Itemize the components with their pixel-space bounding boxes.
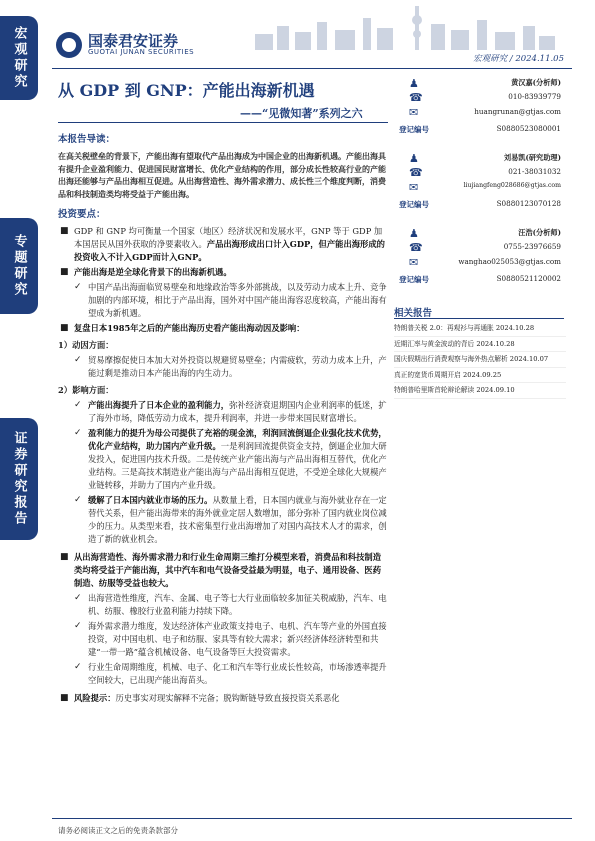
sub-bold: 盈利能力的提升为母公司提供了充裕的现金流，利润回流倒逼企业强化技术优势，优化产业结构，助力国内产业升级。: [88, 428, 387, 451]
phone-icon: ☎: [409, 241, 423, 254]
highlight-item: [58, 225, 388, 264]
footer-disclaimer: 请务必阅读正文之后的免责条款部分: [58, 826, 178, 835]
risk-label: 风险提示：: [74, 693, 116, 703]
risk-item: [58, 692, 388, 705]
analyst-cert: S0880523080001: [496, 124, 561, 133]
analyst-phone: 0755-23976659: [503, 242, 561, 251]
sub-item: [58, 399, 388, 425]
check-icon: ✓: [74, 428, 82, 438]
risk-text: 历史事实对现实解释不完备；脱钩断链导致直接投资关系恶化: [115, 693, 340, 703]
sidebar-tab-topic: 专题研究: [0, 218, 38, 314]
sub-item: [58, 592, 388, 618]
analyst-card: [399, 78, 561, 150]
sub-text: 中国产品出海面临贸易壁垒和地缘政治等多外部挑战，以及劳动力成本上升、竞争加剧的内部环境，相比于产品出海，国外对中国产能出海容忍度较高，产能出海有望成为新机遇。: [88, 282, 387, 318]
user-icon: ♟: [409, 227, 419, 240]
company-name-en: GUOTAI JUNAN SECURITIES: [88, 48, 195, 56]
sub-item: [58, 494, 388, 546]
left-sidebar: [0, 0, 40, 841]
sub-text: 行业生命周期维度，机械、电子、化工和汽车等行业成长性较高，市场渗透率提升空间较大，已出现产能出海苗头。: [88, 662, 387, 685]
highlight-item: [58, 266, 388, 279]
check-icon: ✓: [74, 621, 82, 631]
page-title: 从 GDP 到 GNP：产能出海新机遇: [58, 81, 315, 100]
sub-item: [58, 354, 388, 380]
check-icon: ✓: [74, 662, 82, 672]
email-icon: ✉: [409, 181, 419, 194]
page-subtitle: ——“见微知著”系列之六: [240, 107, 363, 120]
sub-text: 从数量上看，日本国内就业与海外就业存在一定替代关系，但产能出海带来的海外就业定居人数增加，部分弥补了国内就业岗位减少的压力。从类型来看，技术密集型行业出海增加了对国内高技术人才的需求，创造了新的就业机会。: [88, 495, 387, 544]
analyst-name: 汪浩(分析师): [518, 228, 561, 237]
user-icon: ♟: [409, 152, 419, 165]
sub-text: 海外需求潜力维度，发达经济体产业政策支持电子、电机、汽车等产业的外国直接投资，对中国电机、电子和纺服、家具等有较大需求；新兴经济体经济转型和共建“一带一路”蕴含机械设备、电气设备等巨大投资需求。: [88, 621, 387, 657]
analyst-phone: 021-38031032: [508, 167, 561, 176]
bullet-icon: ■: [60, 267, 69, 277]
related-report-link[interactable]: 特朗普关税 2.0：再观衫与再通胀 2024.10.28: [394, 321, 566, 337]
company-name-cn: 国泰君安证券: [88, 32, 179, 50]
highlight-item: [58, 551, 388, 590]
main-content: [58, 127, 388, 707]
analyst-email[interactable]: huangrunan@gtjas.com: [474, 107, 561, 116]
analyst-card: [399, 228, 561, 300]
analyst-email[interactable]: wanghao025053@gtjas.com: [458, 257, 561, 266]
related-report-link[interactable]: 特朗普哈里斯首轮辩论解读 2024.09.10: [394, 383, 566, 399]
related-report-link[interactable]: 近期汇率与黄金波动的背后 2024.10.28: [394, 337, 566, 353]
company-logo-icon: [56, 32, 82, 58]
highlight-text: GDP 和 GNP 均可衡量一个国家（地区）经济状况和发展水平，GNP 等于 GDP 加本国居民从国外获取的净要素收入。: [74, 226, 383, 249]
city-skyline-graphic: [255, 4, 555, 50]
sub-item: [58, 281, 388, 320]
related-reports-heading: 相关报告: [394, 308, 433, 319]
user-icon: ♟: [409, 77, 419, 90]
phone-icon: ☎: [409, 166, 423, 179]
guide-text: 在高关税壁垒的背景下，产能出海有望取代产品出海成为中国企业的出海新机遇。产能出海具有提升企业盈利能力、促进国民财富增长、优化产业结构的作用，部分成长性较高行业的产能出海还能够与产品出海相互促进。从出海营造性、海外需求潜力、成长性三个维度判断，消费品和科技制造类均将受益于产能出海。: [58, 151, 386, 199]
related-divider: [394, 318, 564, 319]
cert-label: 登记编号: [399, 200, 429, 209]
page-header: [40, 0, 595, 70]
sub-text: 一是利润回流提供资金支持，倒逼企业加大研发投入，促进国内技术升级。二是传统产业产能出海与产品出海相互替代，优化产业结构。三是高技术制造业产能出海与产品出海相互促进，不受逆全球化大规模产业链转移，并助力了国内产业升级。: [88, 441, 387, 490]
related-reports-list: [394, 321, 566, 399]
bullet-icon: ■: [60, 323, 69, 333]
check-icon: ✓: [74, 355, 82, 365]
numbered-heading: 2）影响方面：: [58, 385, 114, 395]
phone-icon: ☎: [409, 91, 423, 104]
highlight-item: [58, 322, 388, 335]
sub-bold: 产能出海提升了日本企业的盈利能力，: [88, 400, 230, 410]
analyst-email[interactable]: liujiangfeng028686@gtjas.com: [463, 182, 561, 189]
sub-text: 出海营造性维度，汽车、金属、电子等七大行业面临较多加征关税威胁，汽车、电机、纺服、橡胶行业盈利能力持续下降。: [88, 593, 387, 616]
highlight-bold: 复盘日本1985年之后的产能出海历史看产能出海动因及影响：: [74, 323, 305, 333]
sub-text: 贸易摩擦促使日本加大对外投资以规避贸易壁垒；内需疲软，劳动力成本上升，产能过剩是推动日本产能出海的内生动力。: [88, 355, 387, 378]
highlight-bold: 从出海营造性、海外需求潜力和行业生命周期三维打分模型来看，消费品和科技制造类均将受益于产能出海，其中汽车和电气设备受益最为明显，电子、通用设备、医药制造、纺服等受益也较大。: [74, 552, 381, 588]
analyst-cert: S0880521120002: [496, 274, 561, 283]
highlight-bold: 产品出海形成出口计入GDP，但产能出海形成的投资收入不计入GDP而计入GNP。: [74, 239, 385, 262]
related-report-link[interactable]: 国庆假期出行消费观察与海外热点解析 2024.10.07: [394, 352, 566, 368]
numbered-heading: 1）动因方面：: [58, 340, 114, 350]
sub-item: [58, 427, 388, 492]
email-icon: ✉: [409, 106, 419, 119]
analyst-name: 黄汉嘉(分析师): [511, 78, 561, 87]
title-divider: [58, 122, 388, 123]
sub-bold: 缓解了日本国内就业市场的压力。: [88, 495, 213, 505]
sidebar-tab-report: 证券研究报告: [0, 418, 38, 540]
email-icon: ✉: [409, 256, 419, 269]
analyst-card: [399, 153, 561, 225]
header-divider: [52, 68, 572, 69]
guide-heading: 本报告导读：: [58, 134, 116, 145]
analyst-cert: S0880123070128: [496, 199, 561, 208]
breadcrumb: 宏观研究 / 2024.11.05: [473, 54, 564, 64]
check-icon: ✓: [74, 400, 82, 410]
check-icon: ✓: [74, 495, 82, 505]
check-icon: ✓: [74, 282, 82, 292]
highlight-bold: 产能出海是逆全球化背景下的出海新机遇。: [74, 267, 232, 277]
sub-text: 弥补经济衰退期国内企业利润率的低迷，扩了海外市场，降低劳动力成本，提升利润率，并进一步带来国民财富增长。: [88, 400, 387, 423]
bullet-icon: ■: [60, 693, 69, 703]
analyst-name: 刘易凯(研究助理): [503, 153, 561, 162]
analyst-phone: 010-83939779: [508, 92, 561, 101]
cert-label: 登记编号: [399, 275, 429, 284]
sub-item: [58, 620, 388, 659]
bullet-icon: ■: [60, 226, 69, 236]
related-report-link[interactable]: 真正的宽货币周期开启 2024.09.25: [394, 368, 566, 384]
bullet-icon: ■: [60, 552, 69, 562]
highlights-heading: 投资要点：: [58, 209, 106, 220]
footer-divider: [52, 818, 572, 819]
check-icon: ✓: [74, 593, 82, 603]
cert-label: 登记编号: [399, 125, 429, 134]
analyst-panel: [399, 78, 561, 303]
sub-item: [58, 661, 388, 687]
sidebar-tab-macro: 宏观研究: [0, 16, 38, 100]
